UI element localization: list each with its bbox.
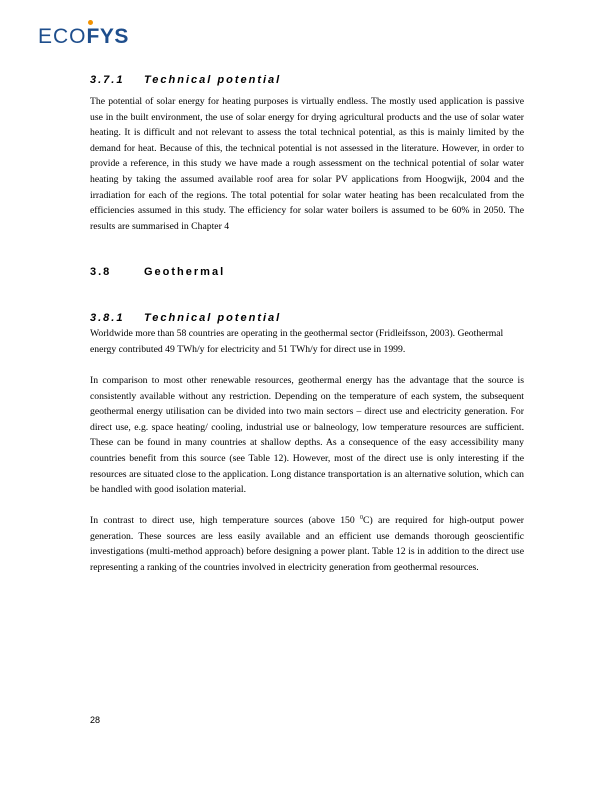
page-number: 28 [90,715,101,725]
heading-title: Geothermal [144,266,226,278]
paragraph-solar-heating: The potential of solar energy for heating purposes is virtually endless. The mostly used application is passive use in the built environment, the use of solar energy for drying agricultural products and the use of solar water heating. It is difficult and not relevant to assess the total technical potential, as this is mainly limited by the demand for heat. Because of this, the technical potential is not assessed in the literature. However, in order to provide a reference, in this study we have made a rough assessment on the technical potential of solar water heating by taking the assumed available roof area for solar PV applications from Hoogwijk, 2004 and the irradiation for each of the regions. The total potential for solar water heating has been recalculated from the efficiencies assumed in this study. The efficiency for solar water boilers is assumed to be 60% in 2050. The results are summarised in Chapter 4 [90,96,524,232]
section-3-8-1 [90,312,524,324]
logo-text-fys [87,25,129,48]
heading-title: Technical potential [144,74,282,86]
ecofys-logo [38,26,129,47]
para3-superscript: 0 [360,514,364,521]
heading-3-8-1 [90,312,524,324]
section-3-7-1-body [90,94,524,234]
para3-text-pre: In contrast to direct use, high temperature sources (above 150 [90,515,361,526]
paragraph-high-temperature [90,513,524,575]
logo-text-fys-label: FYS [86,25,129,48]
heading-3-8 [90,266,524,278]
para3-text-post: C) are required for high-output power generation. These sources are less easily available and an efficient use demands thorough geoscientific investigations (multi-method approach) before designing a power plant. Table 12 is in addition to the direct use representing a ranking of the countries involved in electricity generation from geothermal resources. [90,515,524,573]
heading-number: 3.8 [90,266,112,278]
heading-3-7-1 [90,74,524,86]
heading-title: Technical potential [144,312,282,324]
logo-text-eco: ECO [38,25,87,48]
section-3-7-1 [90,74,524,86]
paragraph-geothermal-intro: Worldwide more than 58 countries are operating in the geothermal sector (Fridleifsson, 2003). Geothermal energy contributed 49 TWh/y for electricity and 51 TWh/y for direct use in 1999. [90,328,504,355]
heading-number: 3.7.1 [90,74,125,86]
logo-dot-icon [88,20,93,25]
heading-number: 3.8.1 [90,312,125,324]
section-3-8-1-body-3 [90,513,524,575]
section-3-8-1-body [90,326,524,357]
section-3-8-1-body-2 [90,373,524,498]
section-3-8 [90,266,524,278]
paragraph-geothermal-advantage: In comparison to most other renewable resources, geothermal energy has the advantage that the source is consistently available without any restriction. Depending on the temperature of each system, the subsequent geothermal energy utilisation can be divided into two main sectors – direct use and electricity generation. For direct use, e.g. space heating/ cooling, industrial use or balneology, low temperature resources are sufficient. These can be found in many countries at shallow depths. As a consequence of the easy accessibility many countries benefit from this source (see Table 12). However, most of the direct use is only interesting if the resources are situated close to the application. Long distance transportation is an alternative solution, which can be handled with good isolation material. [90,375,524,496]
